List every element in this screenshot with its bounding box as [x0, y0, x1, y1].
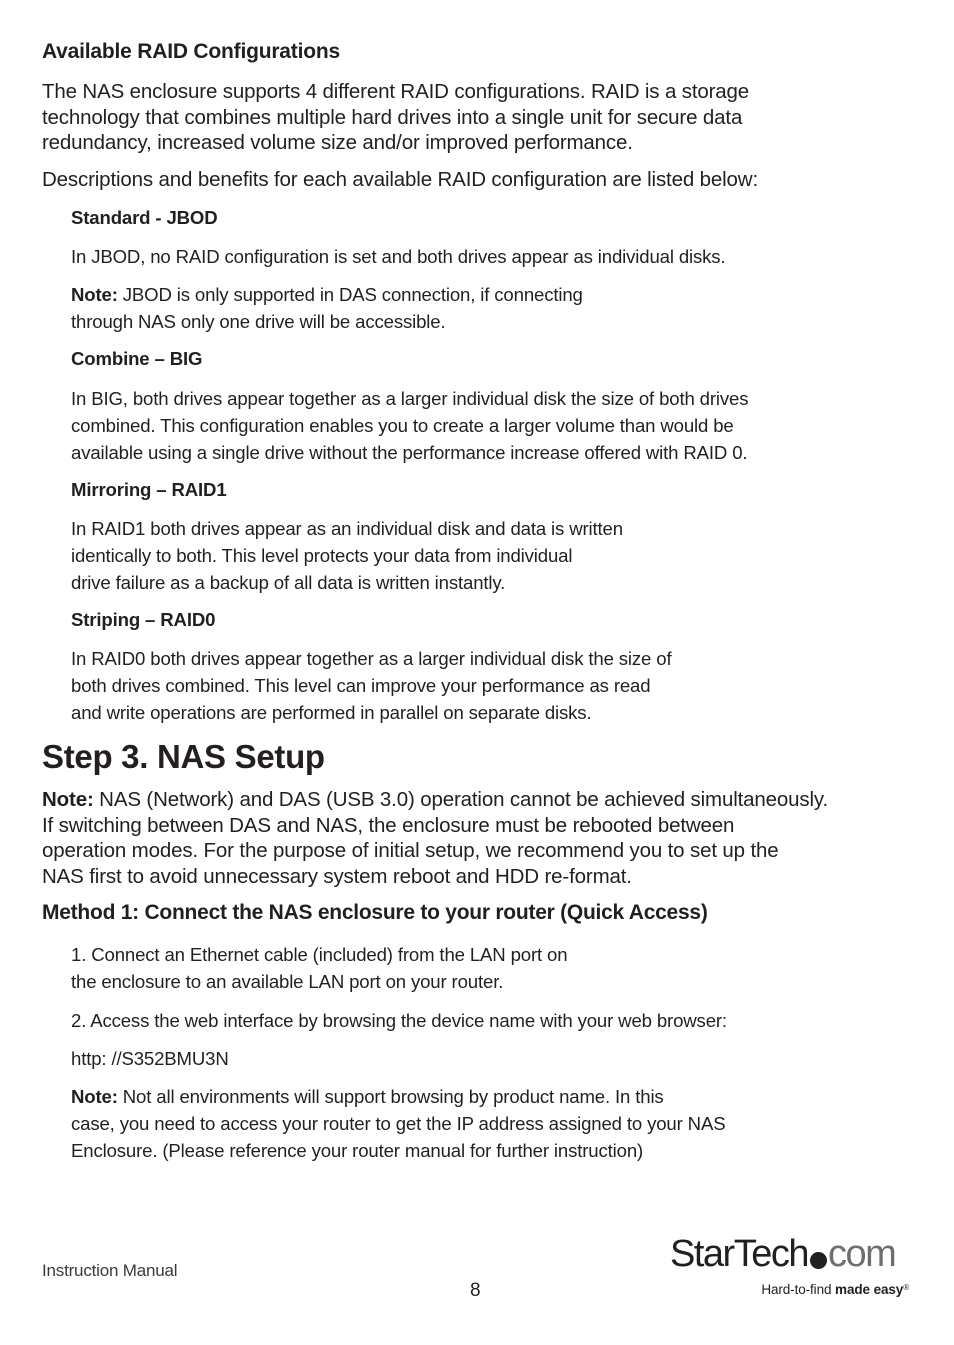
method1-step2: 2. Access the web interface by browsing the device name with your web browser: — [71, 1010, 727, 1031]
tagline-bold: made easy — [835, 1282, 904, 1297]
raid1-line: In RAID1 both drives appear as an individual disk and data is written — [71, 518, 623, 539]
page-number: 8 — [470, 1280, 481, 1301]
raid-intro-paragraph — [42, 79, 749, 156]
logo-wordmark-right: com — [827, 1233, 896, 1275]
raid1-line: identically to both. This level protects your data from individual — [71, 545, 573, 566]
startech-logo — [670, 1232, 915, 1304]
big-line: In BIG, both drives appear together as a larger individual disk the size of both drives — [71, 388, 749, 409]
raid0-text — [71, 645, 671, 726]
jbod-title: Standard - JBOD — [71, 207, 218, 228]
step3-note — [42, 787, 828, 889]
jbod-text: In JBOD, no RAID configuration is set and both drives appear as individual disks. — [71, 246, 726, 267]
raid-intro-line: The NAS enclosure supports 4 different RAID configurations. RAID is a storage — [42, 80, 750, 103]
step3-note-line: NAS (Network) and DAS (USB 3.0) operation cannot be achieved simultaneously. — [93, 788, 829, 811]
raid1-line: drive failure as a backup of all data is written instantly. — [71, 572, 506, 593]
jbod-note-line: through NAS only one drive will be accessible. — [71, 311, 446, 332]
raid-section-title: Available RAID Configurations — [42, 40, 340, 63]
big-line: available using a single drive without the performance increase offered with RAID 0. — [71, 442, 748, 463]
logo-wordmark-left: StarTech — [670, 1233, 808, 1275]
registered-mark: ® — [903, 1283, 909, 1292]
raid1-title: Mirroring – RAID1 — [71, 479, 227, 500]
raid0-line: and write operations are performed in parallel on separate disks. — [71, 702, 592, 723]
note-label: Note: — [42, 788, 94, 811]
step1-line: 1. Connect an Ethernet cable (included) from the LAN port on — [71, 944, 568, 965]
note-label: Note: — [71, 284, 118, 305]
step3-note-line: operation modes. For the purpose of initial setup, we recommend you to set up the — [42, 839, 779, 862]
method1-note-line: Enclosure. (Please reference your router manual for further instruction) — [71, 1140, 644, 1161]
method1-note — [71, 1083, 725, 1164]
jbod-note-line: JBOD is only supported in DAS connection, if connecting — [117, 284, 583, 305]
footer-manual-label: Instruction Manual — [42, 1261, 178, 1280]
big-text — [71, 385, 748, 466]
raid-intro-line: redundancy, increased volume size and/or improved performance. — [42, 131, 633, 154]
step3-note-line: If switching between DAS and NAS, the enclosure must be rebooted between — [42, 813, 735, 837]
raid-intro-line: technology that combines multiple hard drives into a single unit for secure data — [42, 105, 743, 129]
jbod-note — [71, 281, 583, 335]
raid0-title: Striping – RAID0 — [71, 609, 216, 630]
logo-dot-icon — [810, 1252, 827, 1269]
step3-note-line: NAS first to avoid unnecessary system reboot and HDD re-format. — [42, 864, 632, 888]
method1-note-line: Not all environments will support browsing by product name. In this — [117, 1086, 664, 1107]
note-label: Note: — [71, 1086, 118, 1107]
raid1-text — [71, 515, 623, 596]
logo-tagline — [761, 1282, 909, 1297]
step1-line: the enclosure to an available LAN port on your router. — [71, 971, 504, 992]
logo-wordmark — [670, 1232, 895, 1276]
raid-descriptions-paragraph: Descriptions and benefits for each available RAID configuration are listed below: — [42, 168, 759, 191]
method1-title: Method 1: Connect the NAS enclosure to your router (Quick Access) — [42, 901, 708, 924]
tagline-light: Hard-to-find — [761, 1282, 836, 1297]
raid0-line: both drives combined. This level can improve your performance as read — [71, 675, 651, 696]
device-url: http: //S352BMU3N — [71, 1048, 229, 1069]
big-line: combined. This configuration enables you to create a larger volume than would be — [71, 415, 734, 436]
raid0-line: In RAID0 both drives appear together as a larger individual disk the size of — [71, 648, 672, 669]
method1-note-line: case, you need to access your router to get the IP address assigned to your NAS — [71, 1113, 726, 1134]
step3-title: Step 3. NAS Setup — [42, 738, 325, 775]
method1-step1 — [71, 941, 567, 995]
big-title: Combine – BIG — [71, 348, 203, 369]
